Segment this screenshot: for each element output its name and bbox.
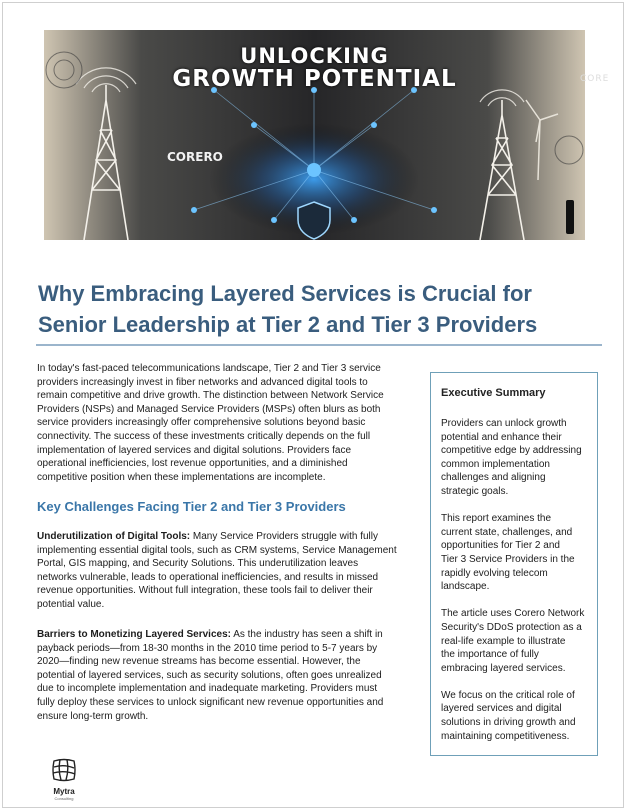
intro-line: competitive position when these implementations are incomplete. [37, 471, 326, 483]
summary-line: the importance of fully [441, 649, 539, 661]
logo-subtext: Consulting [54, 796, 74, 801]
intro-line: remain competitive and drive growth. The distinction between Network Service [37, 390, 384, 402]
summary-paragraph [441, 512, 587, 594]
section-heading: Key Challenges Facing Tier 2 and Tier 3 Providers [37, 499, 346, 514]
challenge-line: Many Service Providers struggle with fully [190, 531, 378, 542]
challenge-paragraph-monetizing [37, 628, 415, 723]
hero-title-line2: GROWTH POTENTIAL [172, 66, 457, 92]
challenge-line: As the industry has seen a shift in [230, 629, 383, 640]
challenge-line: Portal, GIS mapping, and Security Solutions. This underutilization leaves [37, 558, 359, 570]
intro-line: Providers (NSPs) and Managed Service Providers (MSPs) often blurs as both [37, 403, 381, 415]
summary-paragraph [441, 607, 587, 675]
hero-title-line1: UNLOCKING [240, 44, 389, 68]
challenge-line: ensure long-term growth. [37, 710, 149, 722]
summary-line: competitive edge by addressing [441, 445, 582, 457]
summary-line: The article uses Corero Network [441, 608, 585, 620]
summary-paragraph [441, 417, 587, 499]
summary-line: landscape. [441, 581, 490, 593]
challenge-paragraph-digital-tools [37, 530, 415, 612]
intro-line: implementation of layered services and digital solutions. Providers face [37, 444, 352, 456]
executive-summary-title: Executive Summary [441, 387, 546, 399]
intro-line: connectivity. The success of these investments critically depends on the full [37, 430, 371, 442]
intro-line: In today's fast-paced telecommunications landscape, Tier 2 and Tier 3 service [37, 363, 381, 374]
challenge-lead: Underutilization of Digital Tools: [37, 531, 191, 542]
summary-line: opportunities for Tier 2 and [441, 540, 560, 552]
summary-line: current state, challenges, and [441, 526, 573, 538]
summary-line: Security's DDoS protection as a [441, 621, 582, 633]
page-title [38, 278, 598, 340]
summary-line: embracing layered services. [441, 662, 566, 674]
challenge-line: implementing essential digital tools, such as CRM systems, Service Management [37, 544, 397, 556]
logo-text: Mytra [53, 787, 75, 796]
hero-brand-right: CORE [580, 74, 610, 84]
challenge-line: due to incomplete implementation and inadequate marketing. Providers must [37, 683, 378, 695]
summary-paragraph [441, 689, 587, 743]
summary-line: strategic goals. [441, 485, 509, 497]
summary-line: layered services and digital [441, 703, 562, 715]
title-divider [36, 344, 602, 346]
page-title-line1: Why Embracing Layered Services is Crucial for [38, 281, 532, 306]
hero-image [44, 30, 610, 240]
challenge-line: 2020—finding new revenue streams has become essential. However, the [37, 656, 361, 668]
hero-brand-left: CORERO [167, 150, 223, 164]
challenge-line: networks vulnerable, leads to operational inefficiencies, and results in missed [37, 571, 379, 583]
summary-line: maintaining competitiveness. [441, 730, 570, 742]
intro-line: operational inefficiencies, lost revenue opportunities, and a diminished [37, 458, 348, 470]
summary-line: Providers can unlock growth [441, 418, 567, 429]
mytra-logo [44, 757, 84, 801]
mytra-logo-icon [51, 757, 77, 783]
challenge-line: potential of layered services, such as security solutions, often goes unrealized [37, 669, 382, 681]
summary-line: rapidly evolving telecom [441, 567, 548, 579]
page-title-line2: Senior Leadership at Tier 2 and Tier 3 Providers [38, 312, 538, 337]
summary-line: This report examines the [441, 513, 552, 525]
summary-line: Tier 3 Service Providers in the [441, 553, 575, 565]
summary-line: common implementation [441, 458, 550, 470]
challenge-line: payback periods—from 18-30 months in the 2010 time period to 5-7 years by [37, 642, 378, 654]
summary-line: challenges and aligning [441, 472, 546, 484]
challenge-line: fully deploy these services to unlock significant new revenue opportunities and [37, 696, 384, 708]
executive-summary-box [430, 372, 598, 756]
intro-paragraph [37, 362, 415, 484]
summary-line: We focus on the critical role of [441, 689, 575, 701]
intro-line: providers increasingly invest in fiber networks and advanced digital tools to [37, 376, 368, 388]
summary-line: potential and enhance their [441, 431, 562, 443]
summary-line: solutions in driving growth and [441, 717, 576, 729]
challenge-line: revenue opportunities. Without full integration, these tools fail to deliver their [37, 585, 373, 597]
summary-line: real-life example to illustrate [441, 635, 566, 647]
challenge-line: potential value. [37, 598, 105, 610]
challenge-lead: Barriers to Monetizing Layered Services: [37, 629, 231, 640]
intro-line: service providers increasingly offer comprehensive solutions beyond basic [37, 417, 366, 429]
